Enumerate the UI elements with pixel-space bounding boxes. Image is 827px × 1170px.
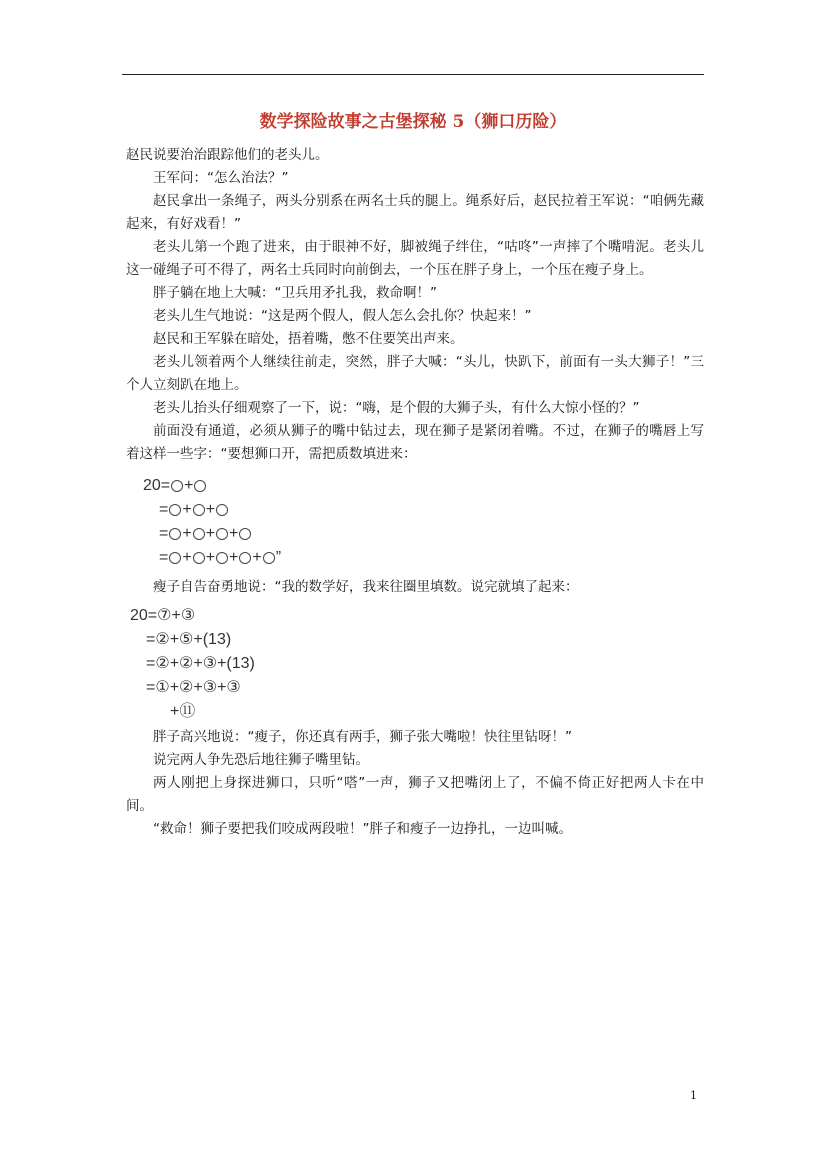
paragraph: 瘦子自告奋勇地说：“我的数学好，我来往圈里填数。说完就填了起来：	[153, 579, 579, 595]
plus-sign: +	[229, 549, 239, 566]
equation-prefix: =	[159, 525, 169, 542]
paragraph: 赵民说要治治跟踪他们的老头儿。	[126, 147, 329, 163]
plus-sign: +	[217, 679, 227, 696]
paragraph: 老头儿生气地说：“这是两个假人，假人怎么会扎你？快起来！”	[153, 308, 532, 324]
equation-line	[143, 498, 281, 522]
paragraph: 老头儿抬头仔细观察了一下，说：“嗨，是个假的大狮子头，有什么大惊小怪的？”	[153, 400, 640, 416]
plus-sign: +	[169, 655, 180, 672]
page-number: 1	[690, 1089, 697, 1102]
plus-sign: +	[171, 607, 181, 624]
circled-number: ①	[155, 679, 170, 696]
plus-sign: +	[193, 655, 203, 672]
circled-number: ②	[179, 679, 194, 696]
page-title: 数学探险故事之古堡探秘 5（狮口历险）	[259, 112, 567, 132]
circled-number: ③	[180, 607, 196, 624]
paragraph: 胖子躺在地上大喊：“卫兵用矛扎我，救命啊！”	[153, 285, 437, 301]
empty-circle-icon	[216, 528, 228, 540]
plus-sign: +	[205, 549, 216, 566]
answer-line	[130, 628, 255, 652]
equation-prefix: 20=	[143, 477, 171, 494]
plus-sign: +	[193, 679, 203, 696]
equation-prefix: 20=	[130, 607, 158, 624]
answer-line	[130, 676, 255, 700]
empty-circle-icon	[171, 480, 183, 492]
plus-sign: +	[169, 631, 180, 648]
circled-number: ⑦	[157, 607, 172, 624]
plus-sign: +	[182, 549, 192, 566]
empty-circle-icon	[216, 504, 228, 516]
equation-line	[143, 474, 281, 498]
plus-sign: +	[182, 501, 192, 518]
circled-number: ⑤	[179, 631, 194, 648]
circled-number: ③	[202, 679, 218, 696]
prime-puzzle-equations	[143, 474, 281, 570]
story-text-part-1	[126, 144, 704, 466]
plus-sign: +	[205, 525, 216, 542]
equation-tail: +(13)	[217, 655, 255, 672]
paragraph: 两人刚把上身探进狮口，只听“嗒”一声，狮子又把嘴闭上了，不偏不倚正好把两人卡在中间。	[126, 775, 704, 814]
equation-line	[143, 546, 281, 570]
empty-circle-icon	[263, 552, 275, 564]
plus-sign: +	[182, 525, 192, 542]
paragraph: 胖子高兴地说：“瘦子，你还真有两手，狮子张大嘴啦！快往里钻呀！”	[153, 729, 572, 745]
empty-circle-icon	[169, 528, 181, 540]
equation-prefix: =	[146, 679, 156, 696]
plus-sign: +	[229, 525, 239, 542]
paragraph: “救命！狮子要把我们咬成两段啦！”胖子和瘦子一边挣扎，一边叫喊。	[153, 821, 572, 837]
empty-circle-icon	[194, 480, 206, 492]
circled-number: ⑪	[179, 703, 196, 720]
plus-sign: +	[169, 679, 180, 696]
paragraph: 王军问：“怎么治法？”	[153, 170, 289, 186]
empty-circle-icon	[193, 504, 205, 516]
equation-line	[143, 522, 281, 546]
plus-sign: +	[184, 477, 194, 494]
empty-circle-icon	[193, 552, 205, 564]
paragraph: 前面没有通道，必须从狮子的嘴中钻过去，现在狮子是紧闭着嘴。不过，在狮子的嘴唇上写着这样一些字：“要想狮口开，需把质数填进来：	[126, 423, 704, 462]
empty-circle-icon	[169, 552, 181, 564]
equation-tail: +(13)	[193, 631, 232, 648]
paragraph: 老头儿领着两个人继续往前走，突然，胖子大喊：“头儿，快趴下，前面有一头大狮子！”三个人立刻趴在地上。	[126, 354, 704, 393]
story-text-part-3	[126, 726, 704, 841]
empty-circle-icon	[239, 528, 251, 540]
circled-number: ②	[155, 655, 170, 672]
plus-sign: +	[252, 549, 262, 566]
plus-sign: +	[170, 703, 180, 720]
paragraph: 老头儿第一个跑了进来，由于眼神不好，脚被绳子绊住，“咕咚”一声摔了个嘴啃泥。老头儿这一碰绳子可不得了，两名士兵同时向前倒去，一个压在胖子身上，一个压在瘦子身上。	[126, 239, 704, 278]
empty-circle-icon	[169, 504, 181, 516]
equation-prefix: =	[146, 655, 156, 672]
circled-number: ③	[226, 679, 241, 696]
empty-circle-icon	[193, 528, 205, 540]
answer-line	[130, 604, 255, 628]
circled-number: ②	[155, 631, 170, 648]
answer-line	[130, 652, 255, 676]
equation-prefix: =	[159, 501, 169, 518]
empty-circle-icon	[216, 552, 228, 564]
story-text-part-2	[126, 576, 704, 599]
paragraph: 赵民拿出一条绳子，两头分别系在两名士兵的腿上。绳系好后，赵民拉着王军说：“咱俩先藏起来，有好戏看！”	[126, 193, 704, 232]
filled-answer-equations	[130, 604, 255, 724]
header-rule	[122, 74, 704, 75]
empty-circle-icon	[239, 552, 251, 564]
circled-number: ②	[179, 655, 194, 672]
plus-sign: +	[205, 501, 216, 518]
equation-prefix: =	[159, 549, 169, 566]
answer-extra-line	[130, 700, 255, 724]
paragraph: 赵民和王军躲在暗处，捂着嘴，憋不住要笑出声来。	[153, 331, 464, 347]
paragraph: 说完两人争先恐后地往狮子嘴里钻。	[153, 752, 369, 768]
circled-number: ③	[202, 655, 218, 672]
closing-quote: ”	[275, 549, 282, 566]
equation-prefix: =	[146, 631, 156, 648]
